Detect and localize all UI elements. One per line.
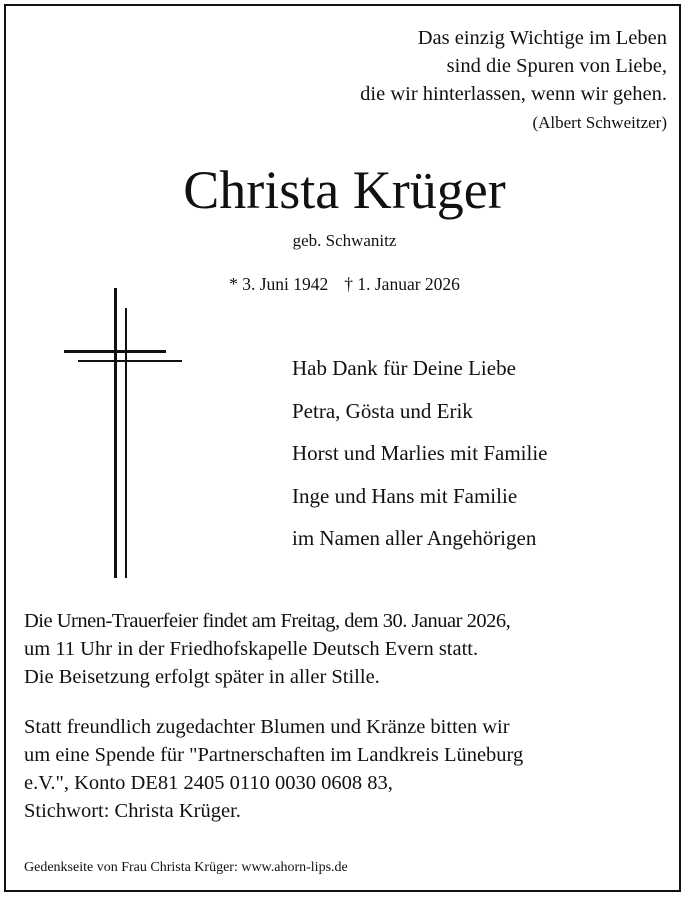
memorial-page-link: Gedenkseite von Frau Christa Krüger: www.ahorn-lips.de [24,860,348,875]
service-paragraph [24,607,510,691]
donation-line: um eine Spende für "Partnerschaften im Landkreis Lüneburg [24,744,524,766]
donation-line: e.V.", Konto DE81 2405 0110 0030 0608 83, [24,772,393,794]
cross-vertical-bar-thin [125,308,127,578]
thanks-line: Horst und Marlies mit Familie [292,441,548,465]
service-line: Die Beisetzung erfolgt später in aller Stille. [24,666,380,688]
cross-horizontal-bar [64,350,166,353]
service-line: um 11 Uhr in der Friedhofskapelle Deutsch Evern statt. [24,638,479,660]
quote [360,24,667,108]
cross-icon [60,288,185,578]
cross-horizontal-bar-thin [78,360,182,362]
quote-line: Das einzig Wichtige im Leben [417,27,667,49]
birth-name: geb. Schwanitz [292,231,397,250]
deceased-name: Christa Krüger [183,160,506,220]
donation-line: Statt freundlich zugedachter Blumen und Kränze bitten wir [24,716,510,738]
service-line: Die Urnen-Trauerfeier findet am Freitag, dem 30. Januar 2026, [24,610,511,632]
thanks-block [292,347,547,560]
thanks-line: Hab Dank für Deine Liebe [292,356,516,380]
thanks-line: Inge und Hans mit Familie [292,483,518,508]
quote-author: (Albert Schweitzer) [532,113,667,132]
donation-paragraph [24,713,523,825]
death-date: † 1. Januar 2026 [344,274,460,294]
cross-vertical-bar [114,288,117,578]
birth-date: * 3. Juni 1942 [229,274,329,294]
thanks-line: im Namen aller Angehörigen [292,526,537,550]
donation-line: Stichwort: Christa Krüger. [24,800,241,822]
thanks-line: Petra, Gösta und Erik [292,398,473,423]
quote-line: sind die Spuren von Liebe, [446,55,667,77]
quote-line: die wir hinterlassen, wenn wir gehen. [360,83,667,105]
